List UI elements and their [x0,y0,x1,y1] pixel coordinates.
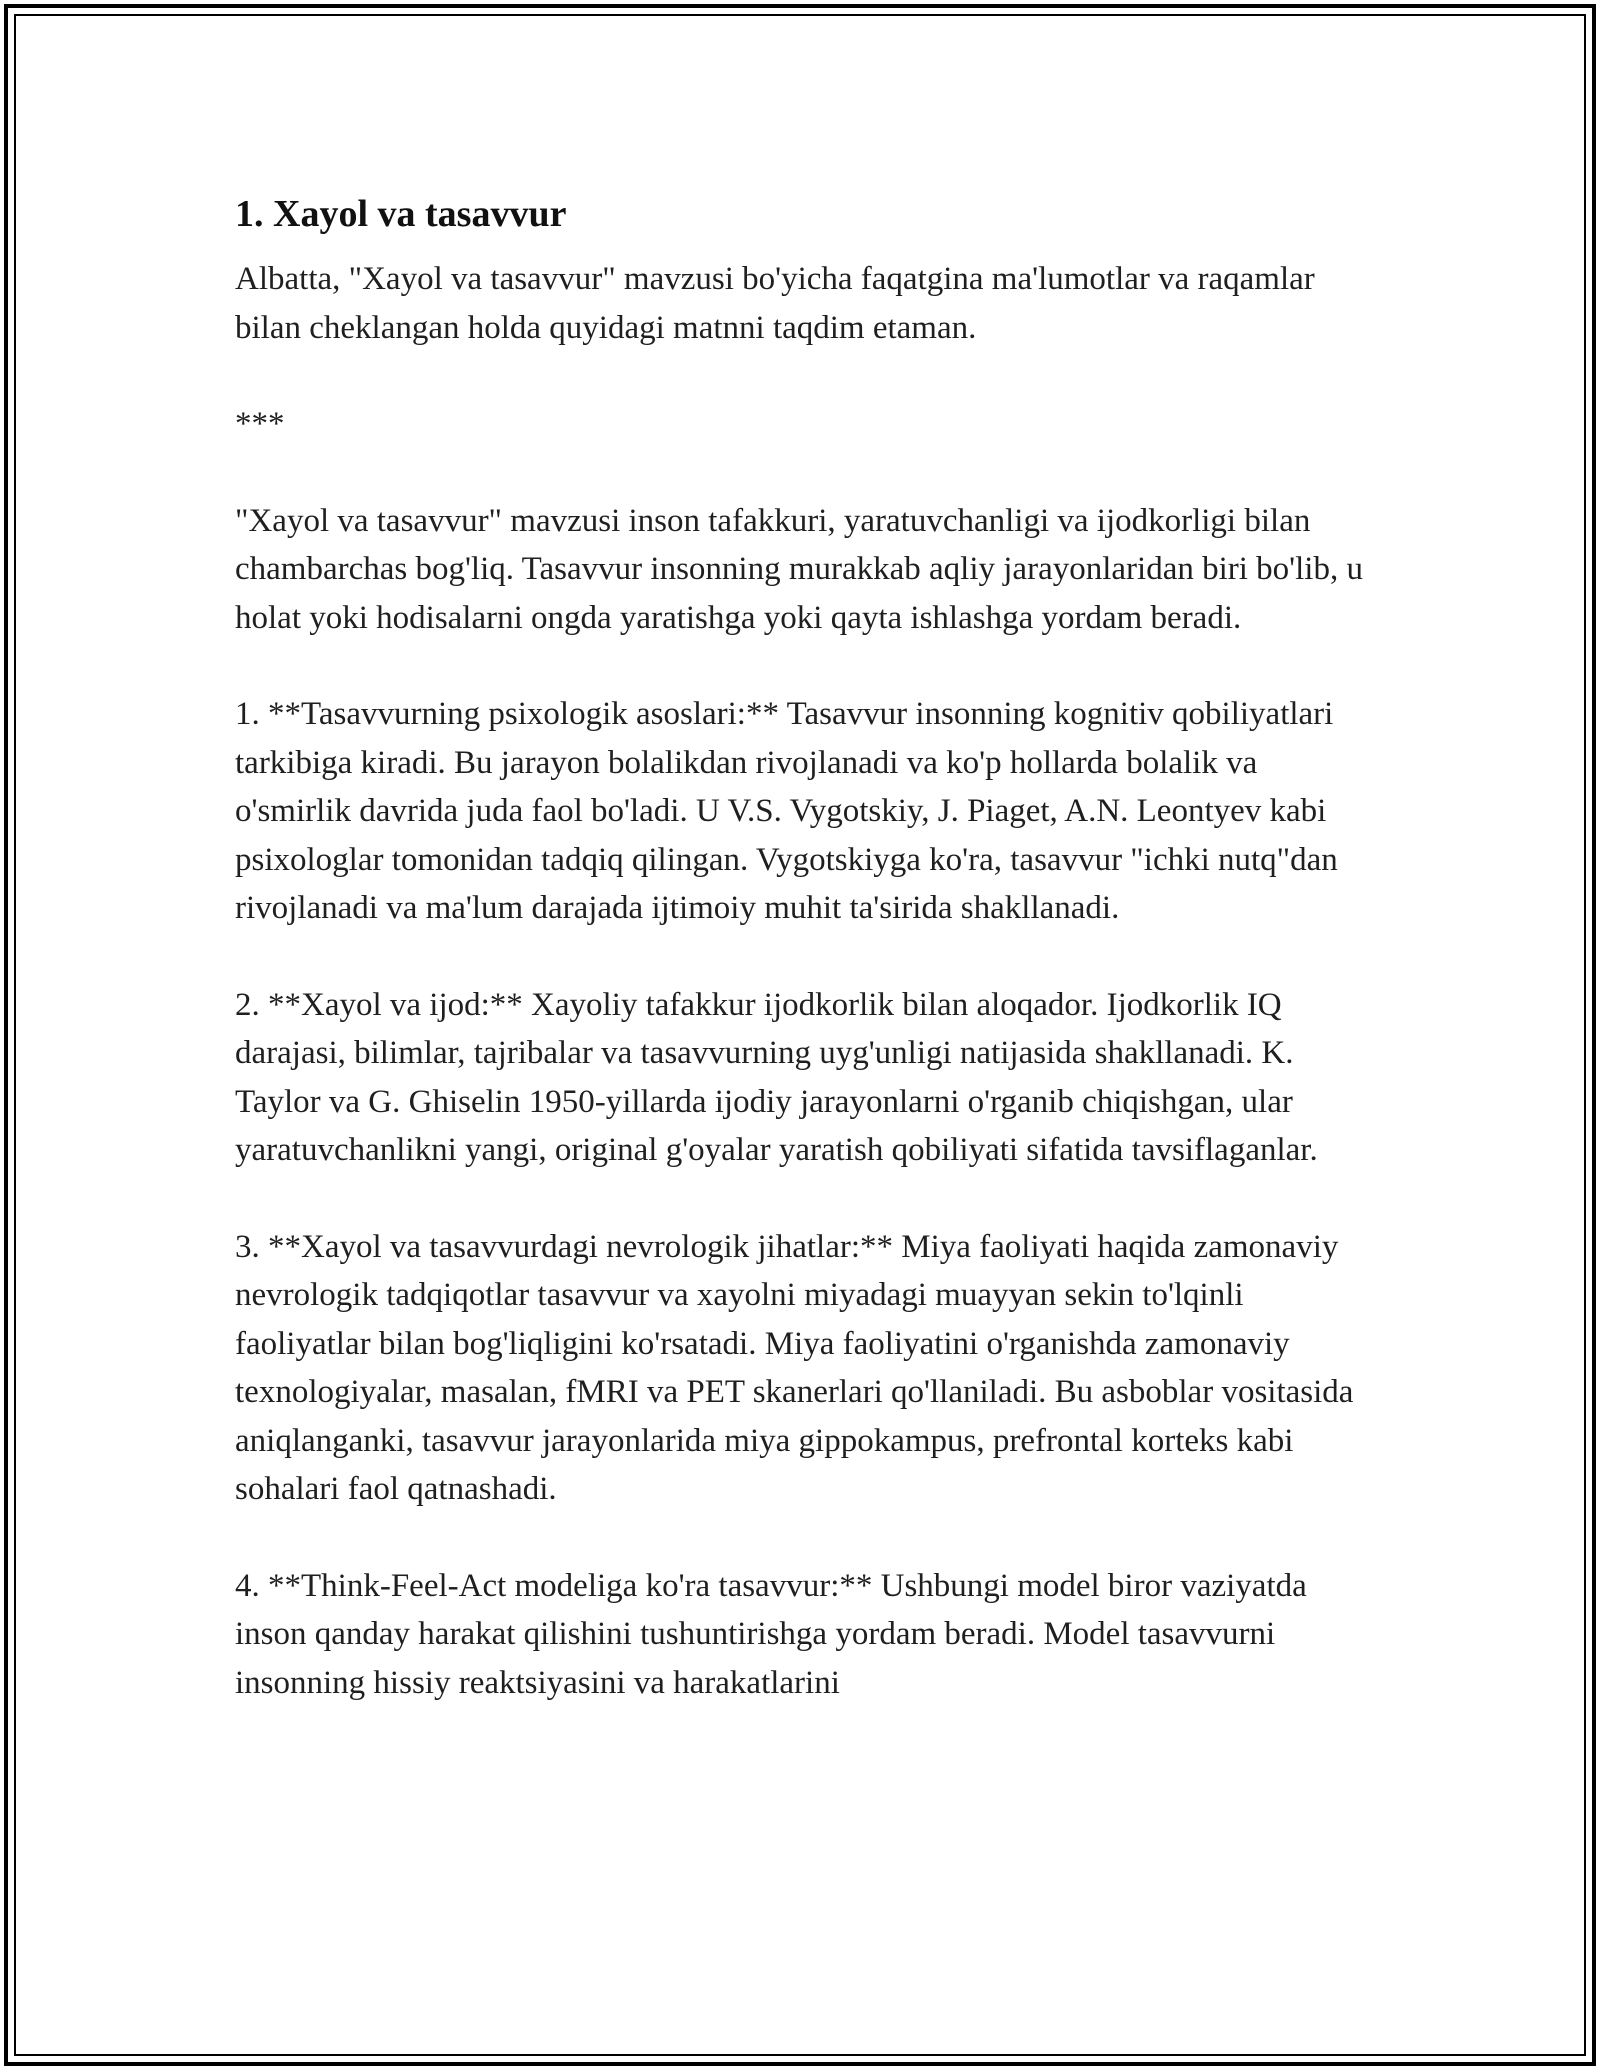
list-item-think-feel-act: 4. **Think-Feel-Act modeliga ko'ra tasavvur:** Ushbungi model biror vaziyatda inson qanday harakat qilishini tushuntirishga yordam beradi. Model tasavvurni insonning hissiy reaktsiyasini va harakatlarini [235,1567,1307,1701]
section-heading: 1. Xayol va tasavvur [235,193,567,235]
list-item-neurology: 3. **Xayol va tasavvurdagi nevrologik jihatlar:** Miya faoliyati haqida zamonaviy nevrologik tadqiqotlar tasavvur va xayolni miyadagi muayyan sekin to'lqinli faoliyatlar bilan bog'liqligini ko'rsatadi. Miya faoliyatini o'rganishda zamonaviy texnologiyalar, masalan, fMRI va PET skanerlari qo'llaniladi. Bu asboblar vositasida aniqlanganki, tasavvur jarayonlarida miya gippokampus, prefrontal korteks kabi sohalari faol qatnashadi. [235,1228,1354,1507]
intro-paragraph: Albatta, "Xayol va tasavvur" mavzusi bo'yicha faqatgina ma'lumotlar va raqamlar bilan cheklangan holda quyidagi matnni taqdim etaman. [235,261,1315,346]
separator-asterisks: *** [235,406,285,442]
list-item-psychology: 1. **Tasavvurning psixologik asoslari:** Tasavvur insonning kognitiv qobiliyatlari tarkibiga kiradi. Bu jarayon bolalikdan rivojlanadi va ko'p hollarda bolalik va o'smirlik davrida juda faol bo'ladi. U V.S. Vygotskiy, J. Piaget, A.N. Leontyev kabi psixologlar tomonidan tadqiq qilingan. Vygotskiyga ko'ra, tasavvur "ichki nutq"dan rivojlanadi va ma'lum darajada ijtimoiy muhit ta'sirida shakllanadi. [235,696,1338,926]
document-body [235,185,1365,1755]
overview-paragraph: "Xayol va tasavvur" mavzusi inson tafakkuri, yaratuvchanligi va ijodkorligi bilan chambarchas bog'liq. Tasavvur insonning murakkab aqliy jarayonlaridan biri bo'lib, u holat yoki hodisalarni ongda yaratishga yoki qayta ishlashga yordam beradi. [235,502,1363,636]
list-item-creativity: 2. **Xayol va ijod:** Xayoliy tafakkur ijodkorlik bilan aloqador. Ijodkorlik IQ darajasi, bilimlar, tajribalar va tasavvurning uyg'unligi natijasida shakllanadi. K. Taylor va G. Ghiselin 1950-yillarda ijodiy jarayonlarni o'rganib chiqishgan, ular yaratuvchanlikni yangi, original g'oyalar yaratish qobiliyati sifatida tavsiflaganlar. [235,986,1318,1168]
